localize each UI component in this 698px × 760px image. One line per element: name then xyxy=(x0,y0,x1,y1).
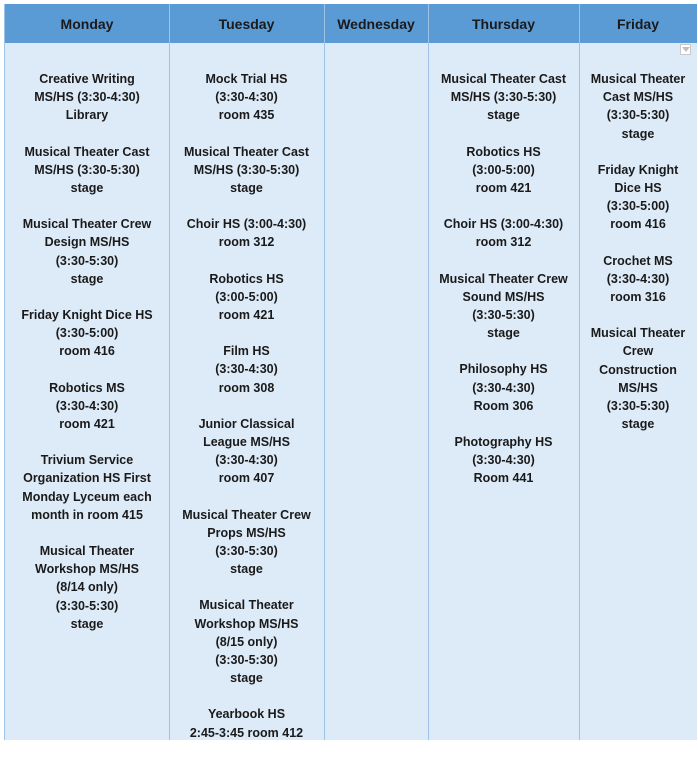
header-tuesday[interactable]: Tuesday xyxy=(218,15,275,32)
friday-column[interactable] xyxy=(581,70,695,451)
activity-cell: Musical Theater Crew Design MS/HS (3:30-5:30) stage xyxy=(22,217,152,286)
activity-cell: Robotics MS (3:30-4:30) room 421 xyxy=(49,380,125,432)
activity-cell: Friday Knight Dice HS (3:30-5:00) room 416 xyxy=(21,308,153,359)
activity-cell: Trivium Service Organization HS First Monday Lyceum each month in room 415 xyxy=(22,453,152,522)
activity-cell: Musical Theater Cast MS/HS (3:30-5:30) stage xyxy=(24,144,150,196)
activity-cell: Musical Theater Crew Props MS/HS (3:30-5:30) stage xyxy=(182,507,311,577)
header-thursday[interactable]: Thursday xyxy=(471,15,535,32)
activity-cell: Crochet MS (3:30-4:30) room 316 xyxy=(603,253,673,305)
header-friday[interactable]: Friday xyxy=(616,15,659,32)
activity-cell: Choir HS (3:00-4:30) room 312 xyxy=(443,217,564,250)
filter-dropdown-icon[interactable] xyxy=(680,44,691,55)
activity-cell: Yearbook HS 2:45-3:45 room 412 xyxy=(189,707,304,740)
activity-cell: Friday Knight Dice HS (3:30-5:00) room 416 xyxy=(597,162,679,232)
activity-cell: Musical Theater Cast MS/HS (3:30-5:30) stage xyxy=(183,144,310,196)
column-divider xyxy=(428,4,429,740)
activity-cell: Junior Classical League MS/HS (3:30-4:30) room 407 xyxy=(198,416,295,486)
activity-cell: Robotics HS (3:00-5:00) room 421 xyxy=(466,144,541,196)
activity-cell: Film HS (3:30-4:30) room 308 xyxy=(215,344,278,395)
monday-column[interactable] xyxy=(7,70,167,651)
activity-cell: Photography HS (3:30-4:30) Room 441 xyxy=(454,435,553,486)
activity-cell: Musical Theater Workshop MS/HS (8/14 only) (3:30-5:30) stage xyxy=(35,544,139,631)
activity-cell: Choir HS (3:00-4:30) room 312 xyxy=(186,217,307,250)
header-monday[interactable]: Monday xyxy=(60,15,114,32)
header-row xyxy=(5,4,697,43)
schedule-table xyxy=(4,4,697,740)
activity-cell: Creative Writing MS/HS (3:30-4:30) Library xyxy=(34,72,140,123)
thursday-column[interactable] xyxy=(430,70,577,506)
activity-cell: Robotics HS (3:00-5:00) room 421 xyxy=(209,271,284,323)
activity-cell: Musical Theater Cast MS/HS (3:30-5:30) stage xyxy=(590,72,686,141)
activity-cell: Musical Theater Cast MS/HS (3:30-5:30) stage xyxy=(440,72,567,123)
column-divider xyxy=(169,4,170,740)
tuesday-column[interactable] xyxy=(171,70,322,760)
column-divider xyxy=(324,4,325,740)
activity-cell: Musical Theater Crew Sound MS/HS (3:30-5:30) stage xyxy=(439,271,568,341)
activity-cell: Philosophy HS (3:30-4:30) Room 306 xyxy=(459,362,548,413)
activity-cell: Musical Theater Workshop MS/HS (8/15 only) (3:30-5:30) stage xyxy=(194,598,299,686)
column-divider xyxy=(579,4,580,740)
activity-cell: Musical Theater Crew Construction MS/HS (3:30-5:30) stage xyxy=(590,326,686,432)
activity-cell: Mock Trial HS (3:30-4:30) room 435 xyxy=(205,72,288,123)
header-wednesday[interactable]: Wednesday xyxy=(337,15,415,32)
chevron-down-icon xyxy=(682,47,690,53)
